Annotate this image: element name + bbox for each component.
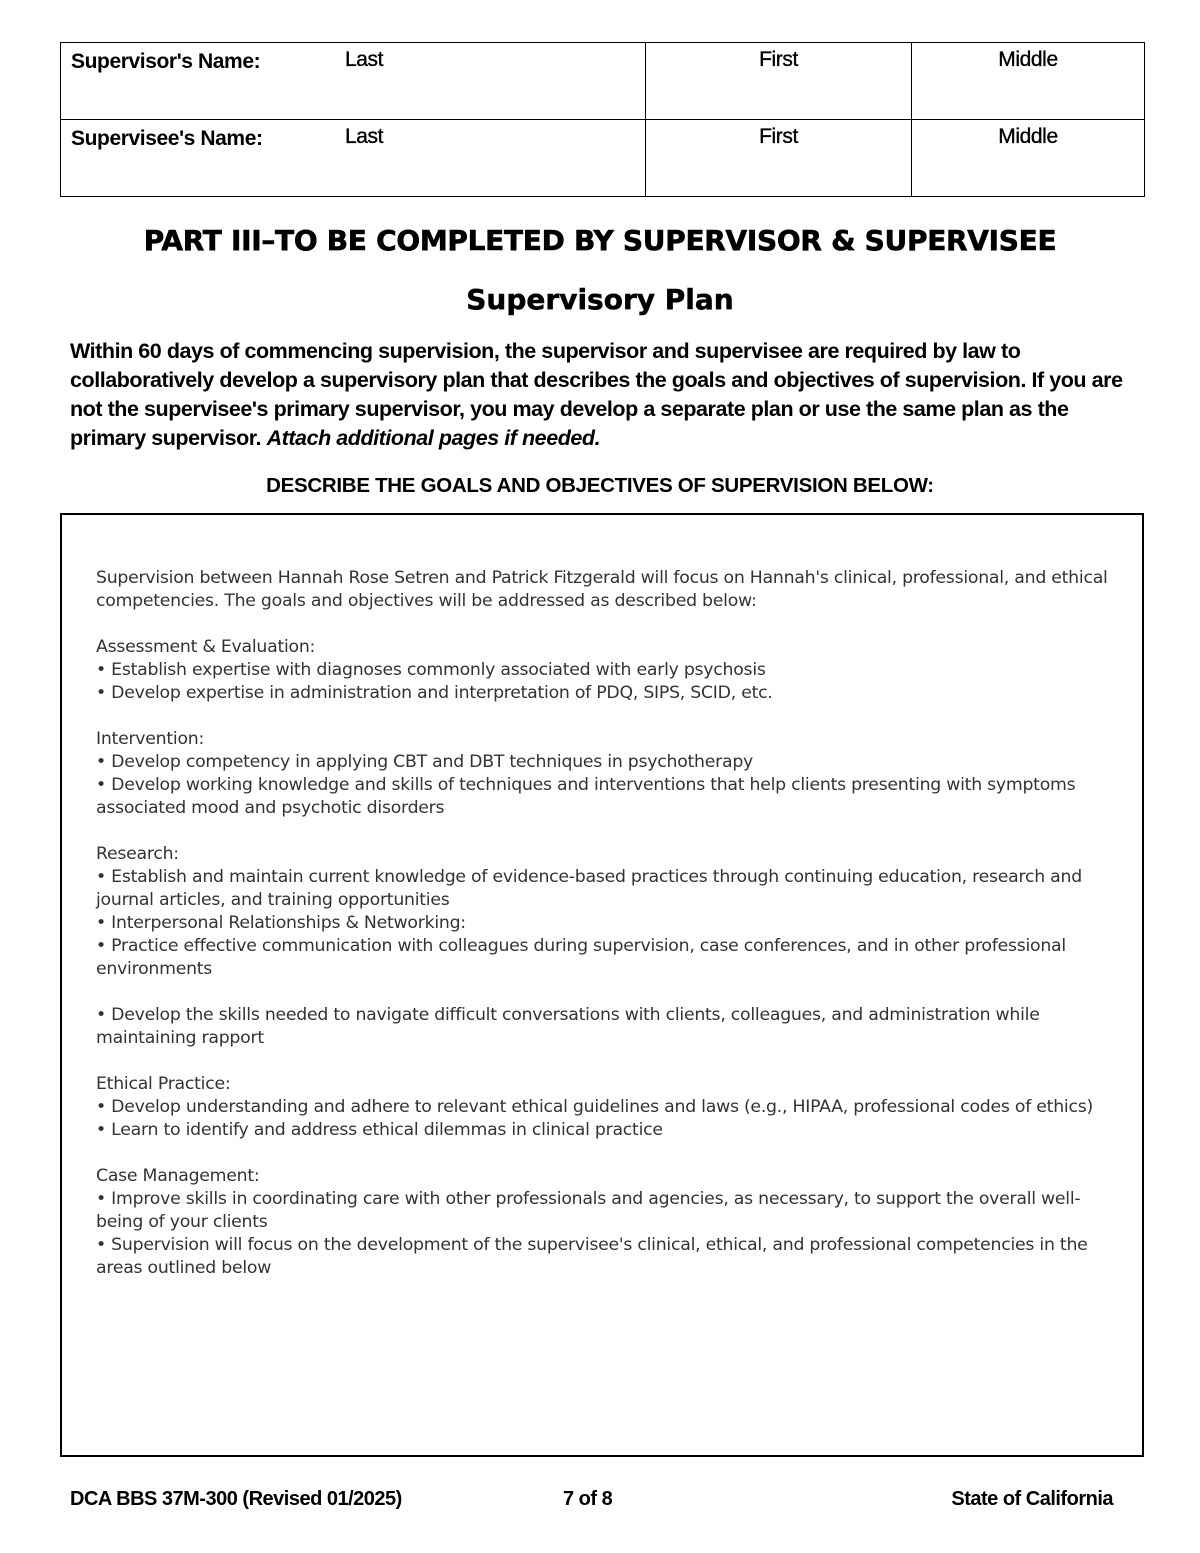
supervisee-middle-cell[interactable] <box>912 120 1145 197</box>
footer-state: State of California <box>951 1488 1113 1510</box>
supervisor-first-header: First <box>759 48 798 71</box>
goals-text: Supervision between Hannah Rose Setren and Patrick Fitzgerald will focus on Hannah's clinical, professional, and ethical competencies. The goals and objectives will be addressed as described below: Assessment & Evaluation: • Establish expertise with diagnoses commonly associated with early psychosis • Develop expertise in administration and interpretation of PDQ, SIPS, SCID, etc. Intervention: • Develop competency in applying CBT and DBT techniques in psychotherapy • Develop working knowledge and skills of techniques and interventions that help clients presenting with symptoms associated mood and psychotic disorders Research: • Establish and maintain current knowledge of evidence-based practices through continuing education, research and journal articles, and training opportunities • Interpersonal Relationships & Networking: • Practice effective communication with colleagues during supervision, case conferences, and in other professional environments • Develop the skills needed to navigate difficult conversations with clients, colleagues, and administration while maintaining rapport Ethical Practice: • Develop understanding and adhere to relevant ethical guidelines and laws (e.g., HIPAA, professional codes of ethics) • Learn to identify and address ethical dilemmas in clinical practice Case Management: • Improve skills in coordinating care with other professionals and agencies, as necessary, to support the overall well-being of your clients • Supervision will focus on the development of the supervisee's clinical, ethical, and professional competencies in the areas outlined below <box>96 568 1108 1278</box>
supervisee-row <box>61 120 1145 197</box>
supervisee-first-cell[interactable] <box>646 120 912 197</box>
names-table <box>60 42 1145 197</box>
supervisee-last-cell[interactable] <box>61 120 646 197</box>
supervisor-last-header: Last <box>345 48 384 71</box>
describe-heading: DESCRIBE THE GOALS AND OBJECTIVES OF SUPERVISION BELOW: <box>266 474 934 497</box>
goals-text-box[interactable] <box>60 513 1144 1457</box>
supervisee-name-label: Supervisee's Name: <box>71 127 263 150</box>
supervisee-last-header: Last <box>345 125 384 148</box>
supervisee-middle-header: Middle <box>998 125 1058 148</box>
footer-form-id: DCA BBS 37M-300 (Revised 01/2025) <box>70 1488 402 1510</box>
intro-text: Within 60 days of commencing supervision, the supervisor and supervisee are required by law to collaboratively develop a supervisory plan that describes the goals and objectives of supervision. If you are not the supervisee's primary supervisor, you may develop a separate plan or use the same plan as the primary supervisor. <box>70 339 1123 450</box>
supervisee-first-header: First <box>759 125 798 148</box>
supervisor-name-label: Supervisor's Name: <box>71 50 261 73</box>
part-title: PART III–TO BE COMPLETED BY SUPERVISOR & SUPERVISEE <box>143 224 1057 257</box>
intro-emphasis: Attach additional pages if needed. <box>266 426 601 450</box>
supervisor-last-cell[interactable] <box>61 43 646 120</box>
intro-paragraph <box>70 337 1140 453</box>
supervisor-row <box>61 43 1145 120</box>
footer-page-number: 7 of 8 <box>563 1488 613 1510</box>
supervisor-middle-cell[interactable] <box>912 43 1145 120</box>
plan-title: Supervisory Plan <box>466 283 734 316</box>
supervisor-first-cell[interactable] <box>646 43 912 120</box>
supervisor-middle-header: Middle <box>998 48 1058 71</box>
